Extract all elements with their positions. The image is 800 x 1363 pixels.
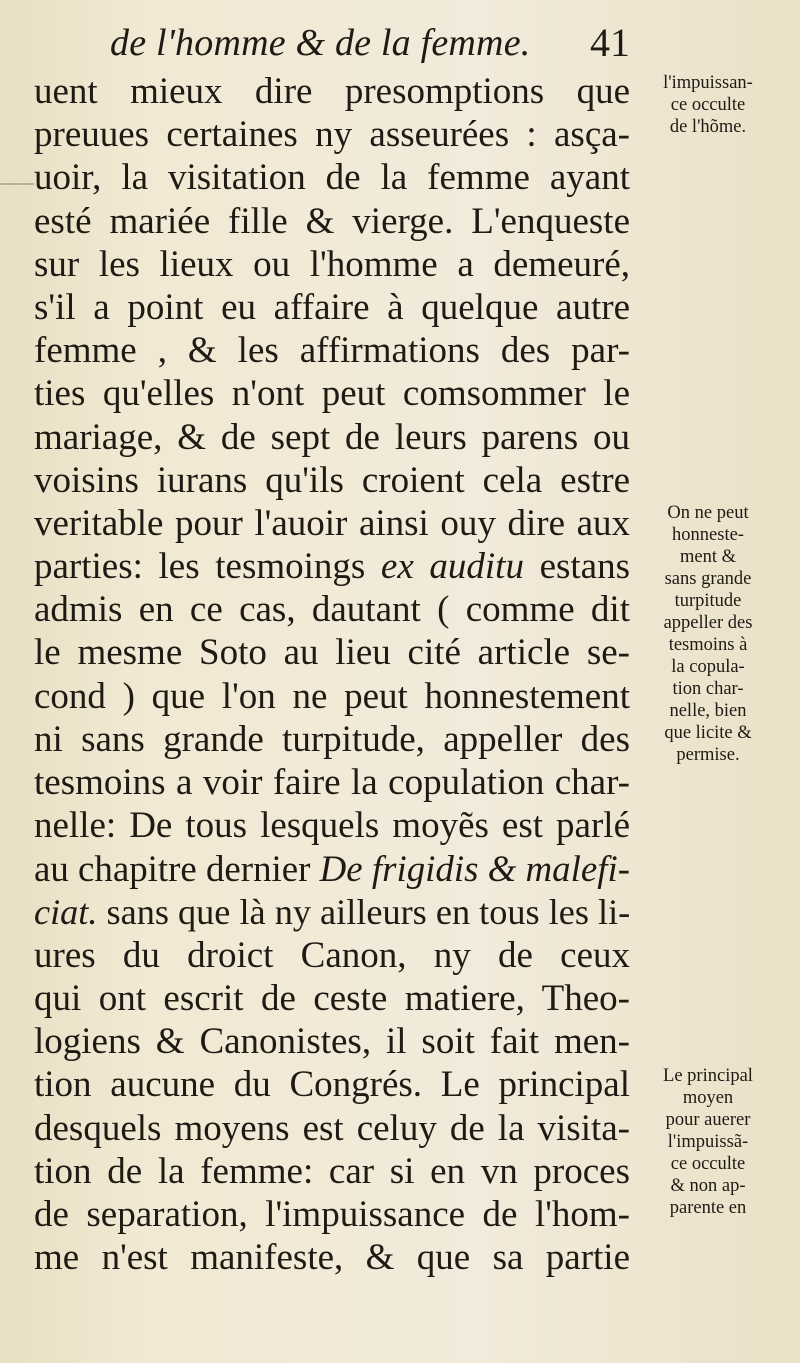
text-line: sur les lieux ou l'homme a demeuré, (34, 243, 630, 285)
note-line: nelle, bien (669, 701, 747, 721)
note-line: l'impuissã- (667, 1132, 749, 1152)
page-number: 41 (590, 20, 630, 65)
note-line: pour auerer (665, 1110, 751, 1130)
note-line: la copula- (671, 657, 745, 677)
text-line-with-italic (34, 545, 630, 588)
note-line: permise. (676, 745, 740, 765)
text-line-with-italic (34, 891, 630, 934)
note-line: parente en (669, 1198, 747, 1218)
note-line: tesmoins à (668, 635, 748, 655)
text-line: tion aucune du Congrés. Le principal (34, 1064, 630, 1106)
text-line: preuues certaines ny asseurées : asça- (34, 114, 630, 156)
italic-phrase: De frigidis & malefi- (319, 848, 630, 890)
text-line: mariage, & de sept de leurs parens ou (34, 416, 630, 458)
note-line: sans grande (664, 569, 752, 589)
side-note-impuissance (636, 72, 780, 138)
note-line: On ne peut (667, 503, 749, 523)
text-line: esté mariée fille & vierge. L'enqueste (34, 200, 630, 242)
note-line: que licite & (664, 723, 752, 743)
text-line: tesmoins a voir faire la copulation char- (34, 762, 630, 803)
note-line: l'impuissan- (663, 73, 753, 93)
note-line: ce occulte (670, 95, 746, 115)
italic-phrase: ex auditu (380, 546, 524, 588)
side-note-tesmoins (636, 502, 780, 766)
note-line: honneste- (672, 525, 744, 545)
text-line: logiens & Canonistes, il soit fait men- (34, 1021, 630, 1063)
text-line: s'il a point eu affaire à quelque autre (34, 286, 630, 328)
text-line: ni sans grande turpitude, appeller des (34, 718, 630, 760)
text-line: femme , & les affirmations des par- (34, 330, 630, 372)
note-line: moyen (682, 1088, 734, 1108)
side-note-principal-moyen (636, 1065, 780, 1219)
running-head (110, 18, 630, 68)
running-head-title: de l'homme & de la femme. (110, 22, 531, 64)
text-line: me n'est manifeste, & que sa partie (34, 1237, 630, 1279)
main-text-block (34, 70, 630, 1279)
text-line: de separation, l'impuissance de l'hom- (34, 1193, 630, 1235)
note-line: ment & (679, 547, 736, 567)
text-line: veritable pour l'auoir ainsi ouy dire aux (34, 502, 630, 544)
text-line: nelle: De tous lesquels moyẽs est parlé (34, 805, 630, 847)
line-segment: sans que là ny ailleurs en tous les li- (97, 891, 631, 932)
line-segment: parties: les tesmoings (34, 546, 381, 588)
text-line: uent mieux dire presomptions que (34, 71, 630, 112)
note-line: & non ap- (670, 1176, 746, 1196)
text-line: tion de la femme: car si en vn proces (34, 1150, 630, 1192)
text-line: le mesme Soto au lieu cité article se- (34, 632, 630, 674)
line-segment: estans (523, 546, 630, 588)
italic-phrase: ciat. (34, 891, 98, 932)
text-line: ures du droict Canon, ny de ceux (34, 934, 630, 976)
note-line: tion char- (672, 679, 744, 699)
text-line: qui ont escrit de ceste matiere, Theo- (34, 977, 630, 1019)
text-line: desquels moyens est celuy de la visita- (34, 1107, 630, 1149)
note-line: Le principal (663, 1066, 753, 1086)
note-line: ce occulte (670, 1154, 746, 1174)
note-line: appeller des (663, 613, 753, 633)
text-line: cond ) que l'on ne peut honnestement (34, 675, 630, 717)
margin-rule (0, 183, 34, 185)
text-line-with-italic (34, 847, 630, 890)
text-line: ties qu'elles n'ont peut comsommer le (34, 373, 630, 415)
note-line: de l'hõme. (669, 117, 747, 137)
text-line: voisins iurans qu'ils croient cela estre (34, 459, 630, 501)
text-line: uoir, la visitation de la femme ayant (34, 157, 630, 199)
line-segment: au chapitre dernier (34, 848, 320, 890)
note-line: turpitude (674, 591, 742, 611)
text-line: admis en ce cas, dautant ( comme dit (34, 589, 630, 631)
